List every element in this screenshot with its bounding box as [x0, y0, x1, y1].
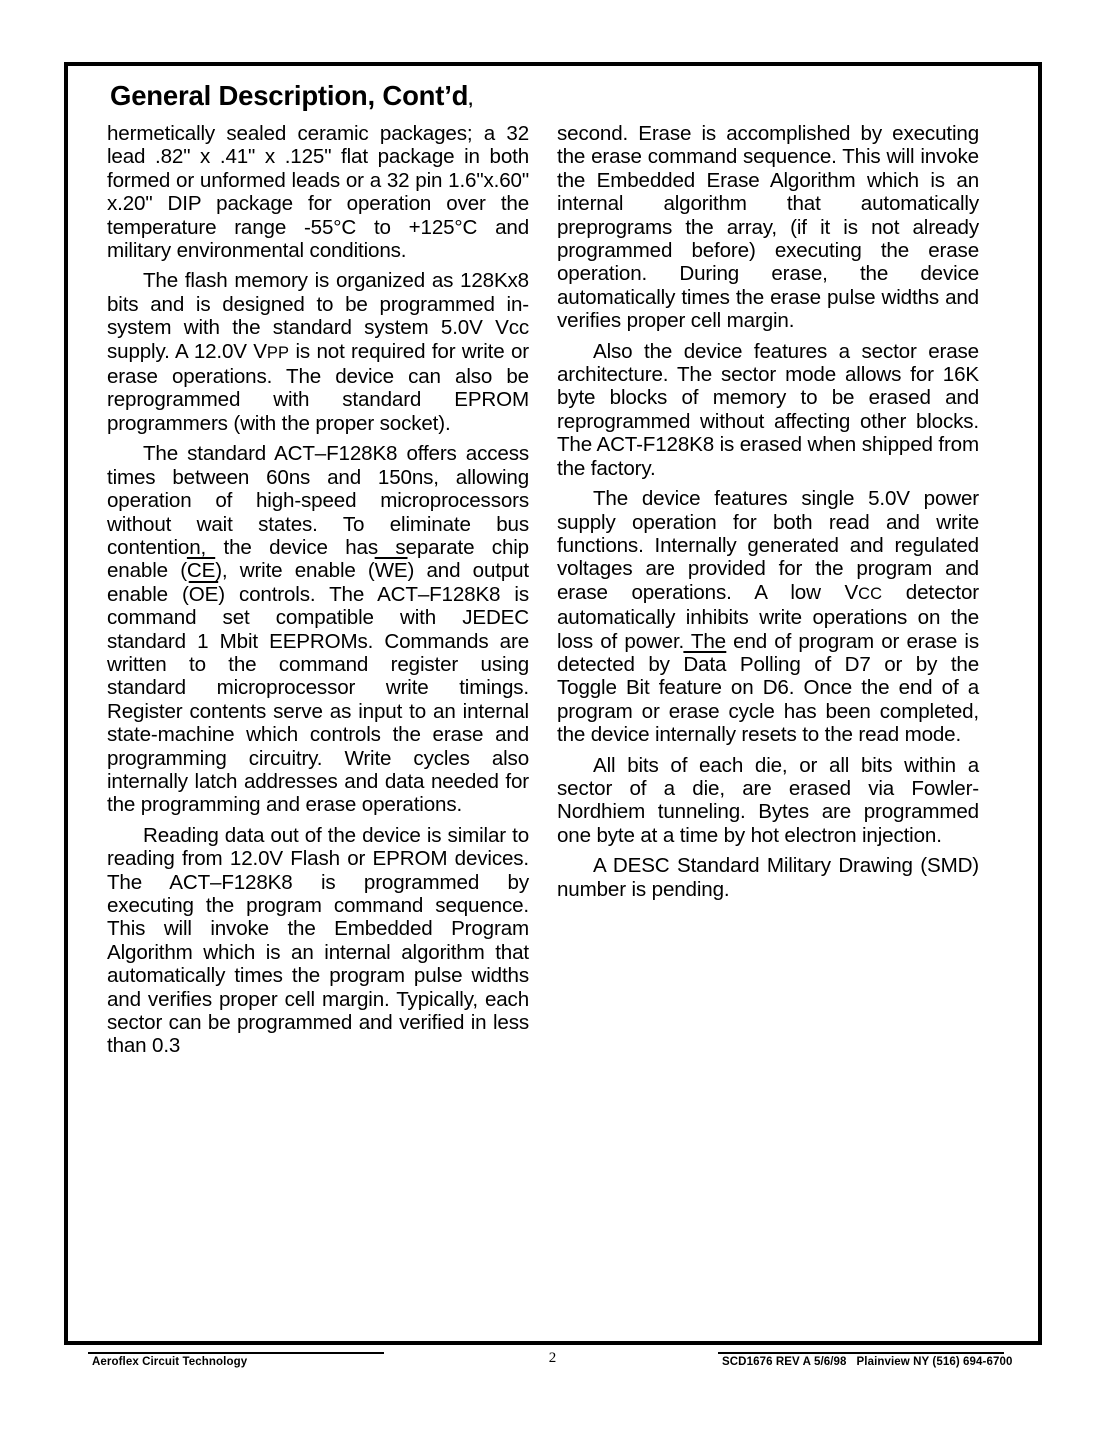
p-standard-act: The standard ACT–F128K8 offers access times between 60ns and 150ns, allowing operation of high-speed microprocessors without wait states. To eliminate bus contention, the device has separate chip enable $(\overline{CE})$, write enable $(\overline{WE})$ and output enable $(\overline{OE})$ controls. The ACT–F128K8 is command set compatible with JEDEC standard 1 Mbit EEPROMs. Commands are written to the command register using standard microprocessor write timings. Register contents serve as input to an internal state-machine which controls the erase and programming circuitry. Write cycles also internally latch addresses and data needed for the programming and erase operations. [107, 442, 529, 817]
overline-signal-name: Data [683, 652, 727, 676]
footer-divider-rule [66, 1341, 1042, 1345]
footer-doc-revision: SCD1676 REV A 5/6/98 [722, 1356, 847, 1368]
smallcaps-run: CC [858, 584, 883, 603]
p-flash-memory: The flash memory is organized as 128Kx8 bits and is designed to be programmed in-system with the standard system 5.0V Vcc supply. A 12.0V VPP is not required for write or erase operations. The device can also be reprogrammed with standard EPROM programmers (with the proper socket). [107, 269, 529, 435]
p-second-erase: second. Erase is accomplished by executing the erase command sequence. This will invoke the Embedded Erase Algorithm which is an internal algorithm that automatically preprograms the array, (if it is not already programmed before) executing the erase operation. During erase, the device automatically times the erase pulse widths and verifies proper cell margin. [557, 122, 979, 333]
p-single-supply: The device features single 5.0V power supply operation for both read and write functions. Internally generated and regulated voltages are provided for the program and erase operations. A low VCC detector automatically inhibits write operations on the loss of power. The end of program or erase is detected by Data Polling of D7 or by the Toggle Bit feature on D6. Once the end of a program or erase cycle has been completed, the device internally resets to the read mode. [557, 487, 979, 747]
footer-location: Plainview NY (516) 694-6700 [856, 1356, 1013, 1368]
overline-signal-name: $\overline{WE}$ [374, 559, 408, 583]
p-all-bits: All bits of each die, or all bits within a sector of a die, are erased via Fowler-Nordhiem tunneling. Bytes are programmed one byte at a time by hot electron injection. [557, 753, 979, 847]
overline-signal-name: $\overline{CE}$ [186, 559, 216, 583]
page-title-text: General Description, Cont’d [110, 80, 469, 111]
overline-signal-name: $\overline{OE}$ [188, 582, 219, 606]
p-desc-smd: A DESC Standard Military Drawing (SMD) number is pending. [557, 854, 979, 901]
left-text-column [107, 122, 529, 1058]
footer-company-name: Aeroflex Circuit Technology [92, 1356, 248, 1368]
footer-page-number: 2 [548, 1350, 557, 1366]
smallcaps-run: PP [266, 343, 290, 362]
two-column-body [107, 122, 979, 1058]
p-reading-data: Reading data out of the device is similar to reading from 12.0V Flash or EPROM devices. The ACT–F128K8 is programmed by executing the program command sequence. This will invoke the Embedded Program Algorithm which is an internal algorithm that automatically times the program pulse widths and verifies proper cell margin. Typically, each sector can be programmed and verified in less than 0.3 [107, 823, 529, 1058]
page-title-comma: , [468, 90, 473, 109]
p-sector-erase: Also the device features a sector erase architecture. The sector mode allows for 16K byte blocks of memory to be erased and reprogrammed without affecting other blocks. The ACT-F128K8 is erased when shipped from the factory. [557, 339, 979, 480]
page-title [110, 80, 473, 112]
p-packages: hermetically sealed ceramic packages; a 32 lead .82" x .41" x .125" flat package in both formed or unformed leads or a 32 pin 1.6"x.60" x.20" DIP package for operation over the temperature range -55°C to +125°C and military environmental conditions. [107, 122, 529, 263]
right-text-column [557, 122, 979, 1058]
footer-document-info [722, 1356, 1012, 1368]
